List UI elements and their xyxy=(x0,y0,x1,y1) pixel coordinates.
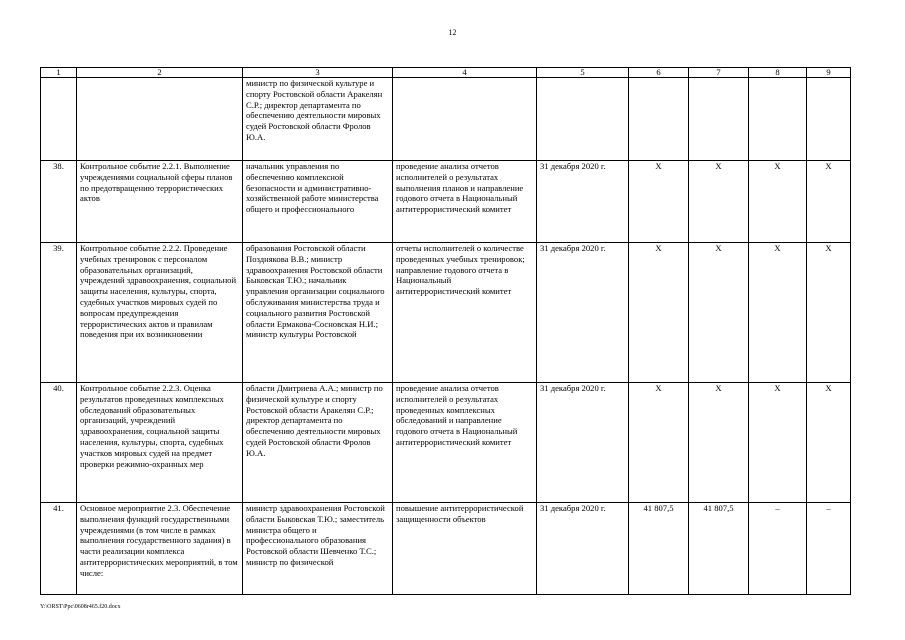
header-col-5: 5 xyxy=(537,68,629,78)
event-cell: Контрольное событие 2.2.2. Проведение учебных тренировок с персоналом образовательных организаций, учреждений здравоохранения, социальной защиты населения, культуры, спорта, судебных участков мировых судей по вопросам предупреждения террористических актов и правилам поведения при их возникновении xyxy=(77,243,243,383)
responsible-cell: министр по физической культуре и спорту Ростовской области Аракелян С.Р.; директор департамента по обеспечению деятельности мировых судей Ростовской области Фролов Ю.А. xyxy=(243,78,393,161)
page-number: 12 xyxy=(448,28,457,37)
event-cell xyxy=(77,78,243,161)
table-row xyxy=(41,78,851,161)
responsible-cell: образования Ростовской области Позднякова В.В.; министр здравоохранения Ростовской области Быковская Т.Ю.; начальник управления организации социального обслуживания министерства труда и социального развития Ростовской области Ермакова-Сосновская Н.И.; министр культуры Ростовской xyxy=(243,243,393,383)
result-cell: проведение анализа отчетов исполнителей о результатах проведенных комплексных обследований и направление годового отчета в Национальный антитеррористический комитет xyxy=(393,383,537,503)
date-cell xyxy=(537,78,629,161)
value-cell-8: – xyxy=(749,503,807,595)
value-cell-6: Х xyxy=(629,383,689,503)
row-number: 39. xyxy=(41,243,77,383)
responsible-cell: области Дмитриева А.А.; министр по физической культуре и спорту Ростовской области Аракелян С.Р.; директор департамента по обеспечению деятельности мировых судей Ростовской области Фролов Ю.А. xyxy=(243,383,393,503)
header-col-1: 1 xyxy=(41,68,77,78)
value-cell-7: Х xyxy=(689,383,749,503)
value-cell-7: Х xyxy=(689,161,749,243)
event-cell: Контрольное событие 2.2.3. Оценка результатов проведенных комплексных обследований образовательных организаций, учреждений здравоохранения, социальной защиты населения, культуры, спорта, судебных участков мировых судей на предмет проверки режимно-охранных мер xyxy=(77,383,243,503)
measures-table xyxy=(40,67,851,595)
value-cell-8: Х xyxy=(749,243,807,383)
date-cell: 31 декабря 2020 г. xyxy=(537,243,629,383)
value-cell-9: Х xyxy=(807,243,851,383)
value-cell-8: Х xyxy=(749,161,807,243)
responsible-cell: начальник управления по обеспечению комплексной безопасности и административно-хозяйственной работе министерства общего и профессионального xyxy=(243,161,393,243)
value-cell-9: Х xyxy=(807,161,851,243)
value-cell-9: Х xyxy=(807,383,851,503)
event-cell: Основное мероприятие 2.3. Обеспечение выполнения функций государственными учреждениями (в том числе в рамках выполнения государственного задания) в части реализации комплекса антитеррористических мероприятий, в том числе: xyxy=(77,503,243,595)
table-row xyxy=(41,243,851,383)
date-cell: 31 декабря 2020 г. xyxy=(537,383,629,503)
file-path-footer: Y:\ORST\Ppc\0608r465.f20.docx xyxy=(40,604,121,610)
result-cell: отчеты исполнителей о количестве проведенных учебных тренировок; направление годового отчета в Национальный антитеррористический комитет xyxy=(393,243,537,383)
row-number xyxy=(41,78,77,161)
value-cell-7 xyxy=(689,78,749,161)
table-row xyxy=(41,383,851,503)
result-cell: проведение анализа отчетов исполнителей о результатах выполнения планов и направление годового отчета в Национальный антитеррористический комитет xyxy=(393,161,537,243)
header-col-2: 2 xyxy=(77,68,243,78)
header-col-8: 8 xyxy=(749,68,807,78)
header-col-7: 7 xyxy=(689,68,749,78)
result-cell: повышение антитеррористической защищенности объектов xyxy=(393,503,537,595)
value-cell-8: Х xyxy=(749,383,807,503)
value-cell-6: Х xyxy=(629,161,689,243)
value-cell-9 xyxy=(807,78,851,161)
row-number: 40. xyxy=(41,383,77,503)
value-cell-6: 41 807,5 xyxy=(629,503,689,595)
header-col-3: 3 xyxy=(243,68,393,78)
table-row xyxy=(41,161,851,243)
header-col-4: 4 xyxy=(393,68,537,78)
date-cell: 31 декабря 2020 г. xyxy=(537,161,629,243)
value-cell-8 xyxy=(749,78,807,161)
column-number-header-row xyxy=(41,68,851,78)
value-cell-6 xyxy=(629,78,689,161)
row-number: 41. xyxy=(41,503,77,595)
table-row xyxy=(41,503,851,595)
header-col-6: 6 xyxy=(629,68,689,78)
responsible-cell: министр здравоохранения Ростовской области Быковская Т.Ю.; заместитель министра общего и профессионального образования Ростовской области Шевченко Т.С.; министр по физической xyxy=(243,503,393,595)
value-cell-9: – xyxy=(807,503,851,595)
event-cell: Контрольное событие 2.2.1. Выполнение учреждениями социальной сферы планов по предотвращению террористических актов xyxy=(77,161,243,243)
header-col-9: 9 xyxy=(807,68,851,78)
date-cell: 31 декабря 2020 г. xyxy=(537,503,629,595)
row-number: 38. xyxy=(41,161,77,243)
result-cell xyxy=(393,78,537,161)
value-cell-7: 41 807,5 xyxy=(689,503,749,595)
value-cell-7: Х xyxy=(689,243,749,383)
value-cell-6: Х xyxy=(629,243,689,383)
